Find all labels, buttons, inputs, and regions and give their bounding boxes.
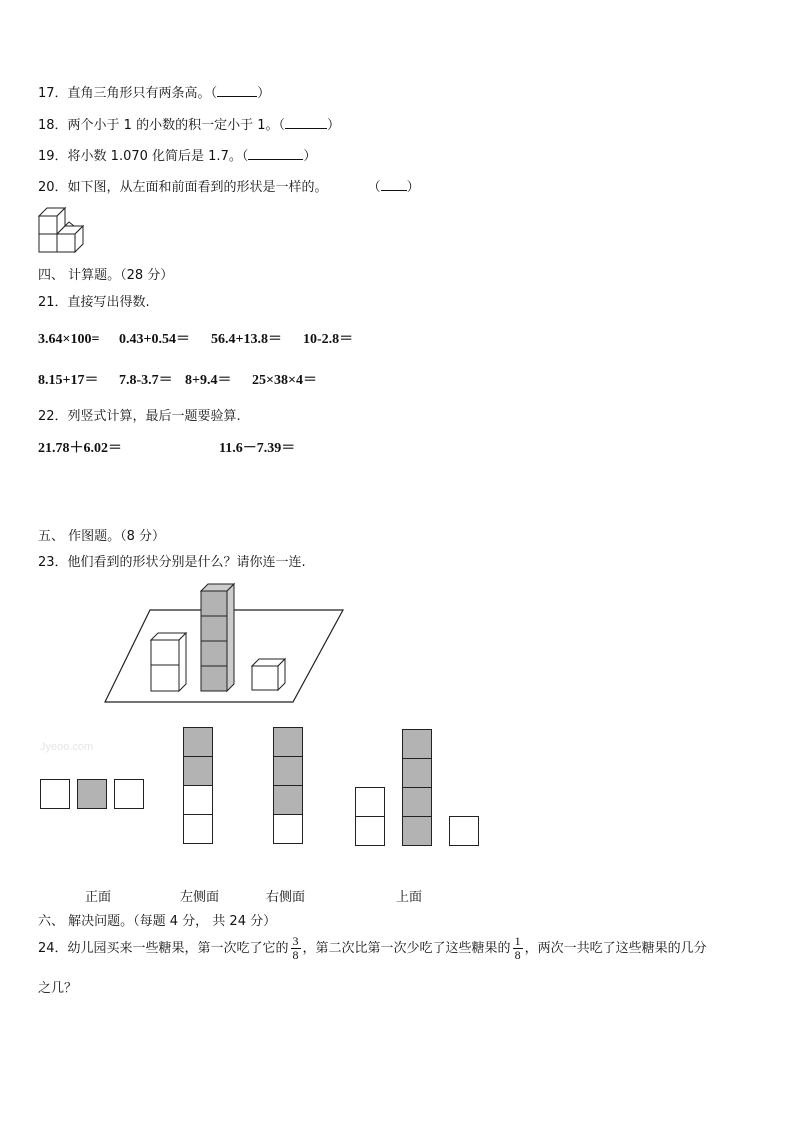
calc-item: 56.4+13.8＝ [211,332,282,347]
question-18 [38,114,340,133]
question-number: 17． [38,86,68,101]
paren-open: （ [367,180,381,195]
right-cube [252,659,285,690]
view-c-cube-4[interactable] [273,814,303,844]
paren-open: （ [278,118,286,133]
view-d-left-cube-1[interactable] [355,787,385,817]
view-d-mid-cube-1[interactable] [402,729,432,759]
question-text: 23．他们看到的形状分别是什么？请你连一连. [38,555,306,570]
calc-item: 10-2.8＝ [303,332,354,347]
question-text: ，第二次比第一次少吃了这些糖果的 [302,941,511,956]
paren-close: ） [406,180,420,195]
section-5-heading [38,525,165,544]
question-19 [38,145,316,164]
paren-close: ） [327,118,341,133]
question-text: 直角三角形只有两条高。 [67,86,211,101]
question-text: 21．直接写出得数. [38,295,150,310]
question-22-title [38,405,241,424]
answer-blank[interactable] [217,84,257,97]
fraction-denominator: 8 [292,948,299,962]
fraction-numerator: 1 [514,934,521,948]
answer-blank[interactable] [248,147,303,160]
fraction-one-eighth [513,935,523,962]
question-text: 将小数 1.070 化简后是 1.7。 [67,149,242,164]
question-21-title [38,291,150,310]
calc-row-2 [38,369,317,389]
question-24 [38,935,707,962]
watermark: Jyeoo.com [40,741,94,753]
view-d-mid-cube-3[interactable] [402,787,432,817]
calc-item: 3.64×100= [38,332,100,347]
paren-open: （ [210,86,218,101]
question-text: ，两次一共吃了这些糖果的几分 [524,941,707,956]
question-text: 22．列竖式计算，最后一题要验算. [38,409,241,424]
cube-figure-q20 [36,205,92,261]
question-20 [38,176,420,195]
question-23-title [38,551,306,570]
paren-open: （ [241,149,249,164]
answer-blank[interactable] [381,178,407,191]
section-heading-text: 五、 作图题。（8 分） [38,529,166,544]
question-number: 18． [38,118,68,133]
question-17 [38,82,270,101]
question-number: 19． [38,149,68,164]
label-top[interactable]: 上面 [396,890,423,905]
calc-item: 0.43+0.54＝ [119,332,190,347]
section-4-heading [38,264,173,283]
calc-item: 8+9.4＝ [185,373,232,388]
view-b-cube-3[interactable] [183,785,213,815]
question-text: 之几？ [38,981,78,996]
calc-item: 7.8-3.7＝ [119,373,173,388]
calc-row-1 [38,328,353,348]
question-text: 两个小于 1 的小数的积一定小于 1。 [67,118,279,133]
question-number: 20． [38,180,68,195]
middle-stack [201,584,234,691]
calc-item: 11.6－7.39＝ [219,441,296,456]
view-b-cube-4[interactable] [183,814,213,844]
section-heading-text: 六、 解决问题。（每题 4 分， 共 24 分） [38,914,277,929]
label-front[interactable]: 正面 [85,890,112,905]
fraction-denominator: 8 [514,948,521,962]
vertical-calc-row [38,437,295,457]
cube-scene [100,580,350,710]
fraction-numerator: 3 [292,934,299,948]
question-text: 如下图，从左面和前面看到的形状是一样的。 [67,180,328,195]
view-c-cube-1[interactable] [273,727,303,757]
paren-close: ） [303,149,317,164]
question-24-cont [38,977,77,996]
view-a-cube-1[interactable] [40,779,70,809]
view-c-cube-3[interactable] [273,785,303,815]
view-b-cube-2[interactable] [183,756,213,786]
view-c-cube-2[interactable] [273,756,303,786]
section-heading-text: 四、 计算题。（28 分） [38,268,174,283]
calc-item: 8.15+17＝ [38,373,99,388]
label-left[interactable]: 左侧面 [180,890,220,905]
view-a-cube-2[interactable] [77,779,107,809]
view-d-mid-cube-4[interactable] [402,816,432,846]
calc-item: 21.78＋6.02＝ [38,441,122,456]
fraction-three-eighths [291,935,301,962]
view-d-right-cube[interactable] [449,816,479,846]
calc-item: 25×38×4＝ [252,373,317,388]
view-d-mid-cube-2[interactable] [402,758,432,788]
label-right[interactable]: 右侧面 [266,890,306,905]
paren-close: ） [257,86,271,101]
section-6-heading [38,910,276,929]
question-text: 24．幼儿园买来一些糖果，第一次吃了它的 [38,941,289,956]
left-stack [151,633,186,691]
view-d-left-cube-2[interactable] [355,816,385,846]
answer-blank[interactable] [285,116,327,129]
view-b-cube-1[interactable] [183,727,213,757]
view-a-cube-3[interactable] [114,779,144,809]
